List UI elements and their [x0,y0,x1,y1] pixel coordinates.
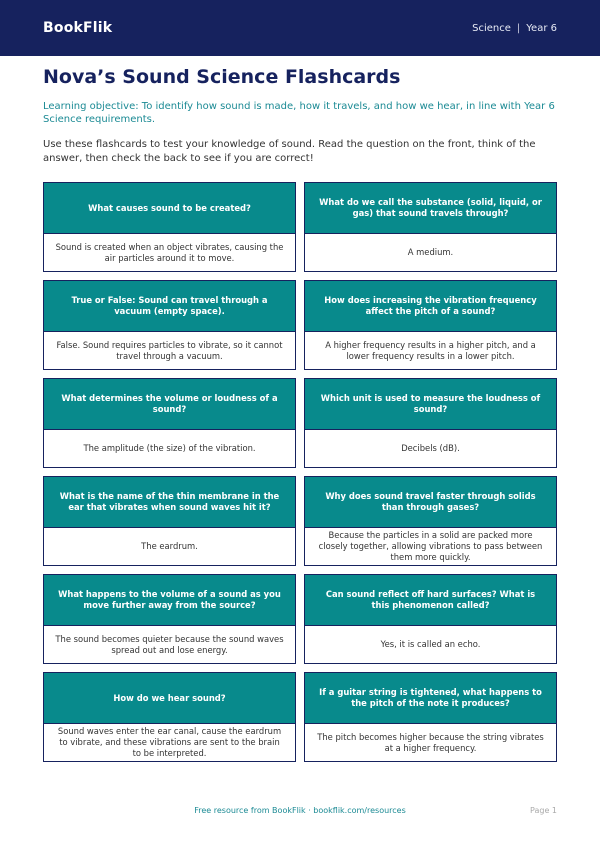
page-title: Nova’s Sound Science Flashcards [43,66,401,88]
page-footer [0,806,600,820]
flashcard-answer: Decibels (dB). [305,429,556,467]
flashcard[interactable] [43,672,296,762]
flashcard[interactable] [43,280,296,370]
flashcard[interactable] [43,574,296,664]
breadcrumb-separator: | [516,22,521,34]
flashcard[interactable] [304,378,557,468]
flashcard-question: Can sound reflect off hard surfaces? What is this phenomenon called? [305,575,556,625]
flashcard-question: If a guitar string is tightened, what happens to the pitch of the note it produces? [305,673,556,723]
flashcard-answer: The pitch becomes higher because the string vibrates at a higher frequency. [305,723,556,761]
flashcard[interactable] [304,476,557,566]
top-bar [0,0,600,56]
flashcard-question: Which unit is used to measure the loudness of sound? [305,379,556,429]
flashcard-answer: The amplitude (the size) of the vibration. [44,429,295,467]
flashcard-answer: Sound is created when an object vibrates, causing the air particles around it to move. [44,233,295,271]
flashcard[interactable] [304,574,557,664]
flashcard-question: How does increasing the vibration frequency affect the pitch of a sound? [305,281,556,331]
flashcard[interactable] [43,182,296,272]
flashcard-question: Why does sound travel faster through solids than through gases? [305,477,556,527]
flashcard-question: How do we hear sound? [44,673,295,723]
flashcard[interactable] [304,672,557,762]
learning-objective: Learning objective: To identify how sound is made, how it travels, and how we hear, in line with Year 6 Science requirements. [43,101,555,125]
breadcrumb-year[interactable]: Year 6 [526,22,557,34]
brand-logo[interactable]: BookFlik [43,20,113,36]
flashcard-answer: Because the particles in a solid are packed more closely together, allowing vibrations to pass between them more quickly. [305,527,556,565]
flashcard-answer: The eardrum. [44,527,295,565]
breadcrumb [472,23,557,34]
flashcard-answer: Sound waves enter the ear canal, cause the eardrum to vibrate, and these vibrations are sent to the brain to be interpreted. [44,723,295,761]
flashcard-question: What is the name of the thin membrane in the ear that vibrates when sound waves hit it? [44,477,295,527]
flashcard-answer: Yes, it is called an echo. [305,625,556,663]
flashcard-question: True or False: Sound can travel through a vacuum (empty space). [44,281,295,331]
flashcard-question: What happens to the volume of a sound as you move further away from the source? [44,575,295,625]
flashcard[interactable] [43,378,296,468]
page-number: Page 1 [530,806,557,815]
flashcard-answer: A higher frequency results in a higher pitch, and a lower frequency results in a lower pitch. [305,331,556,369]
flashcard-answer: The sound becomes quieter because the sound waves spread out and lose energy. [44,625,295,663]
flashcard-question: What determines the volume or loudness of a sound? [44,379,295,429]
flashcard-question: What do we call the substance (solid, liquid, or gas) that sound travels through? [305,183,556,233]
footer-resource-link[interactable]: Free resource from BookFlik · bookflik.com/resources [194,806,406,815]
flashcard-grid [43,182,557,762]
flashcard-question: What causes sound to be created? [44,183,295,233]
flashcard[interactable] [304,182,557,272]
breadcrumb-subject[interactable]: Science [472,22,511,34]
flashcard-answer: A medium. [305,233,556,271]
flashcard[interactable] [43,476,296,566]
flashcard[interactable] [304,280,557,370]
flashcard-answer: False. Sound requires particles to vibrate, so it cannot travel through a vacuum. [44,331,295,369]
intro-text: Use these flashcards to test your knowledge of sound. Read the question on the front, think of the answer, then check the back to see if you are correct! [43,139,536,164]
